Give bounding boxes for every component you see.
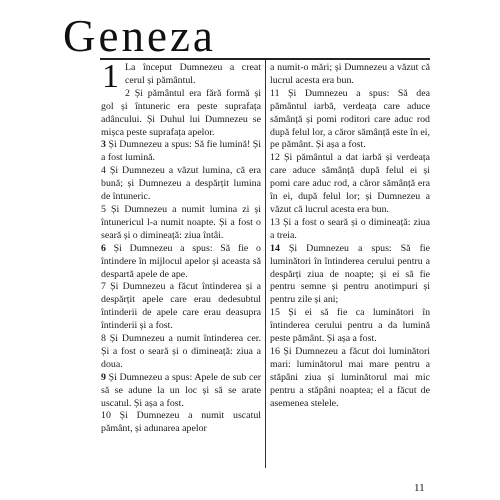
verse-text: La început Dumnezeu a creat cerul și pământul. (125, 62, 261, 86)
verse-text: Și Dumnezeu a spus: Să fie o întindere în mijlocul apelor și aceasta să despartă apele de ape. (101, 242, 261, 280)
right-verses (270, 62, 430, 410)
verse-text: Și Dumnezeu a numit uscatul pământ, și adunarea apelor (101, 410, 261, 435)
verse (101, 281, 261, 333)
page-number: 11 (414, 482, 425, 494)
verse-number: 13 (270, 216, 283, 228)
verse-number: 12 (270, 152, 285, 164)
verse-number: 7 (101, 281, 111, 293)
verse (270, 62, 430, 88)
verse (101, 333, 261, 372)
verse (270, 346, 430, 411)
verse-number: 16 (270, 345, 284, 357)
verse (101, 62, 261, 88)
verse-number: 4 (101, 165, 110, 177)
verse-text: Și Dumnezeu a spus: Să dea pământul iarbă, verdeața care aduce sămânță și pomi roditori care aduc rod după felul lor, a căror sămânță este în ei, pe pământ. Și așa a fost. (270, 87, 430, 151)
verse-text: Și a fost o seară și o dimineață: ziua a treia. (270, 216, 430, 241)
left-column (101, 58, 262, 436)
verse-number: 6 (101, 242, 114, 254)
verse-text: Și Dumnezeu a spus: Apele de sub cer să se adune la un loc și să se arate uscatul. Și așa a fost. (101, 371, 261, 409)
verse-number: 8 (101, 333, 110, 345)
verse-number: 15 (270, 307, 289, 319)
verse-text: a numit-o mări; și Dumnezeu a văzut că lucrul acesta era bun. (270, 62, 430, 86)
verse (101, 165, 261, 204)
verse-text: Și Dumnezeu a spus: Să fie luminători în întinderea cerului pentru a despărți ziua de noapte; și ei să fie pentru semne și pentru anotimpuri și pentru zile și ani; (270, 242, 430, 306)
verse-number: 5 (101, 203, 112, 215)
verse-text: Și pământul era fără formă și gol și întuneric era peste suprafața adâncului. Și Duhul lui Dumnezeu se mișca peste suprafața apelor. (101, 87, 262, 138)
verse (101, 88, 261, 140)
left-verses (101, 58, 262, 436)
verse-number: 10 (101, 410, 120, 422)
verse-text: Și Dumnezeu a numit lumina zi și întunericul l-a numit noapte. Și a fost o seară și o dimineață: ziua întâi. (101, 203, 262, 241)
verse-text: Și Dumnezeu a făcut doi luminători mari: luminătorul mai mare pentru a stăpâni ziua și luminătorul mai mic pentru a stăpâni noaptea; el a făcut de asemenea stelele. (270, 345, 431, 409)
verse-text: Și Dumnezeu a făcut întinderea și a despărțit apele care erau dedesubtul întinderii de apele care erau deasupra întinderii și a fost. (101, 281, 261, 332)
verse-text: Și Dumnezeu a numit întinderea cer. Și a fost o seară și o dimineață: ziua a doua. (101, 333, 261, 370)
verse-number: 2 (125, 87, 135, 99)
verse-number: 14 (270, 242, 289, 254)
verse (270, 88, 430, 153)
verse (270, 217, 430, 243)
verse-text: Și Dumnezeu a văzut lumina, că era bună; și Dumnezeu a despărțit lumina de întuneric. (101, 165, 261, 203)
verse (270, 152, 430, 217)
verse (270, 307, 430, 346)
right-column (270, 62, 430, 410)
verse (101, 243, 261, 282)
book-title: Geneza (63, 11, 216, 61)
verse-text: Și ei să fie ca luminători în întinderea cerului pentru a da lumină peste pământ. Și așa a fost. (270, 307, 431, 345)
verse-number: 3 (101, 139, 109, 151)
verse-number: 9 (101, 371, 109, 383)
verse-number: 11 (270, 87, 289, 99)
verse (101, 410, 261, 436)
verse (101, 372, 261, 411)
verse (270, 243, 430, 308)
chapter-number: 1 (102, 58, 119, 95)
verse-text: Și Dumnezeu a spus: Să fie lumină! Și a fost lumină. (101, 139, 261, 164)
verse (101, 204, 261, 243)
verse (101, 139, 261, 165)
verse-text: Și pământul a dat iarbă și verdeața care aduce sămânță după felul ei și pomi care aduc rod, a căror sămânță era în ei, după felul lor; și Dumnezeu a văzut că lucrul acesta era bun. (270, 152, 430, 215)
column-divider (265, 60, 266, 468)
